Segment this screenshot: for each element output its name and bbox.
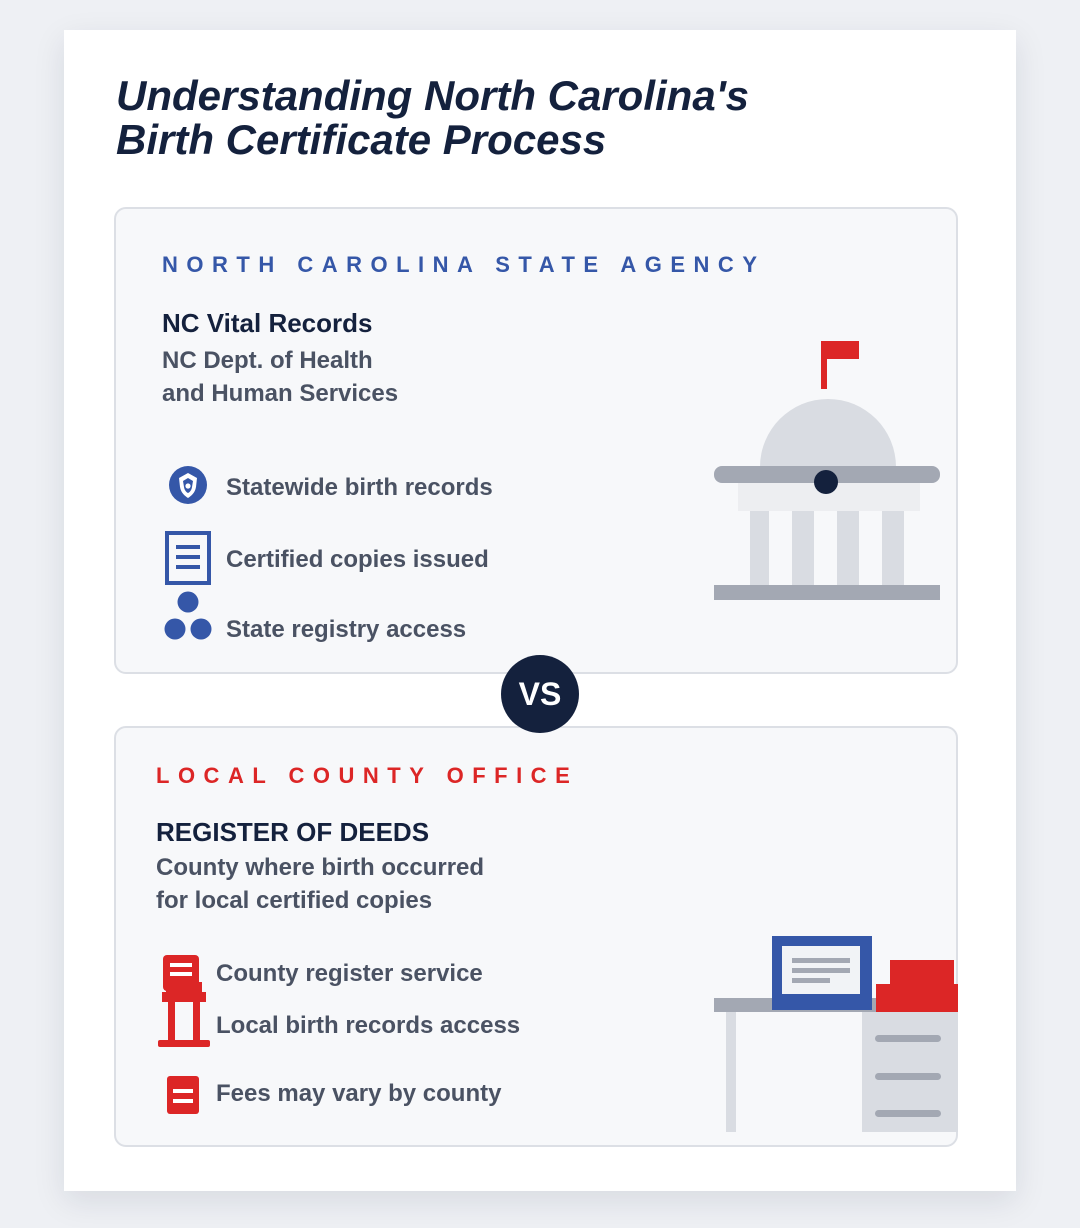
state-card-subtitle-line-2: and Human Services (162, 380, 399, 407)
county-office-card (114, 726, 958, 1147)
office-desk-icon (714, 936, 958, 1134)
county-card-name: REGISTER OF DEEDS (156, 817, 430, 847)
page-title (116, 74, 749, 162)
receipt-icon (166, 1075, 200, 1115)
title-line-1: Understanding North Carolina's (116, 72, 750, 119)
people-icon (162, 591, 214, 643)
county-card-subtitle (156, 851, 484, 917)
state-card-name: NC Vital Records (162, 308, 373, 338)
infographic-page (64, 30, 1016, 1191)
state-card-eyebrow: NORTH CAROLINA STATE AGENCY (162, 252, 766, 277)
county-card-subtitle-line-1: County where birth occurred (156, 854, 485, 881)
state-feature-registry-access: State registry access (226, 616, 467, 643)
state-card-subtitle (162, 344, 398, 410)
state-feature-certified-copies: Certified copies issued (226, 546, 489, 573)
document-icon (164, 531, 212, 585)
county-feature-fees: Fees may vary by county (216, 1080, 502, 1107)
state-feature-statewide-records: Statewide birth records (226, 474, 493, 501)
title-line-2: Birth Certificate Process (116, 116, 607, 163)
county-feature-register-service: County register service (216, 960, 483, 987)
shield-icon (166, 465, 210, 505)
state-agency-card (114, 207, 958, 674)
state-card-subtitle-line-1: NC Dept. of Health (162, 347, 373, 374)
capitol-building-icon (706, 339, 946, 604)
vs-badge: VS (501, 655, 579, 733)
podium-icon (156, 978, 214, 1050)
county-feature-local-records: Local birth records access (216, 1012, 521, 1039)
county-card-subtitle-line-2: for local certified copies (156, 887, 433, 914)
county-card-eyebrow: LOCAL COUNTY OFFICE (156, 763, 579, 788)
